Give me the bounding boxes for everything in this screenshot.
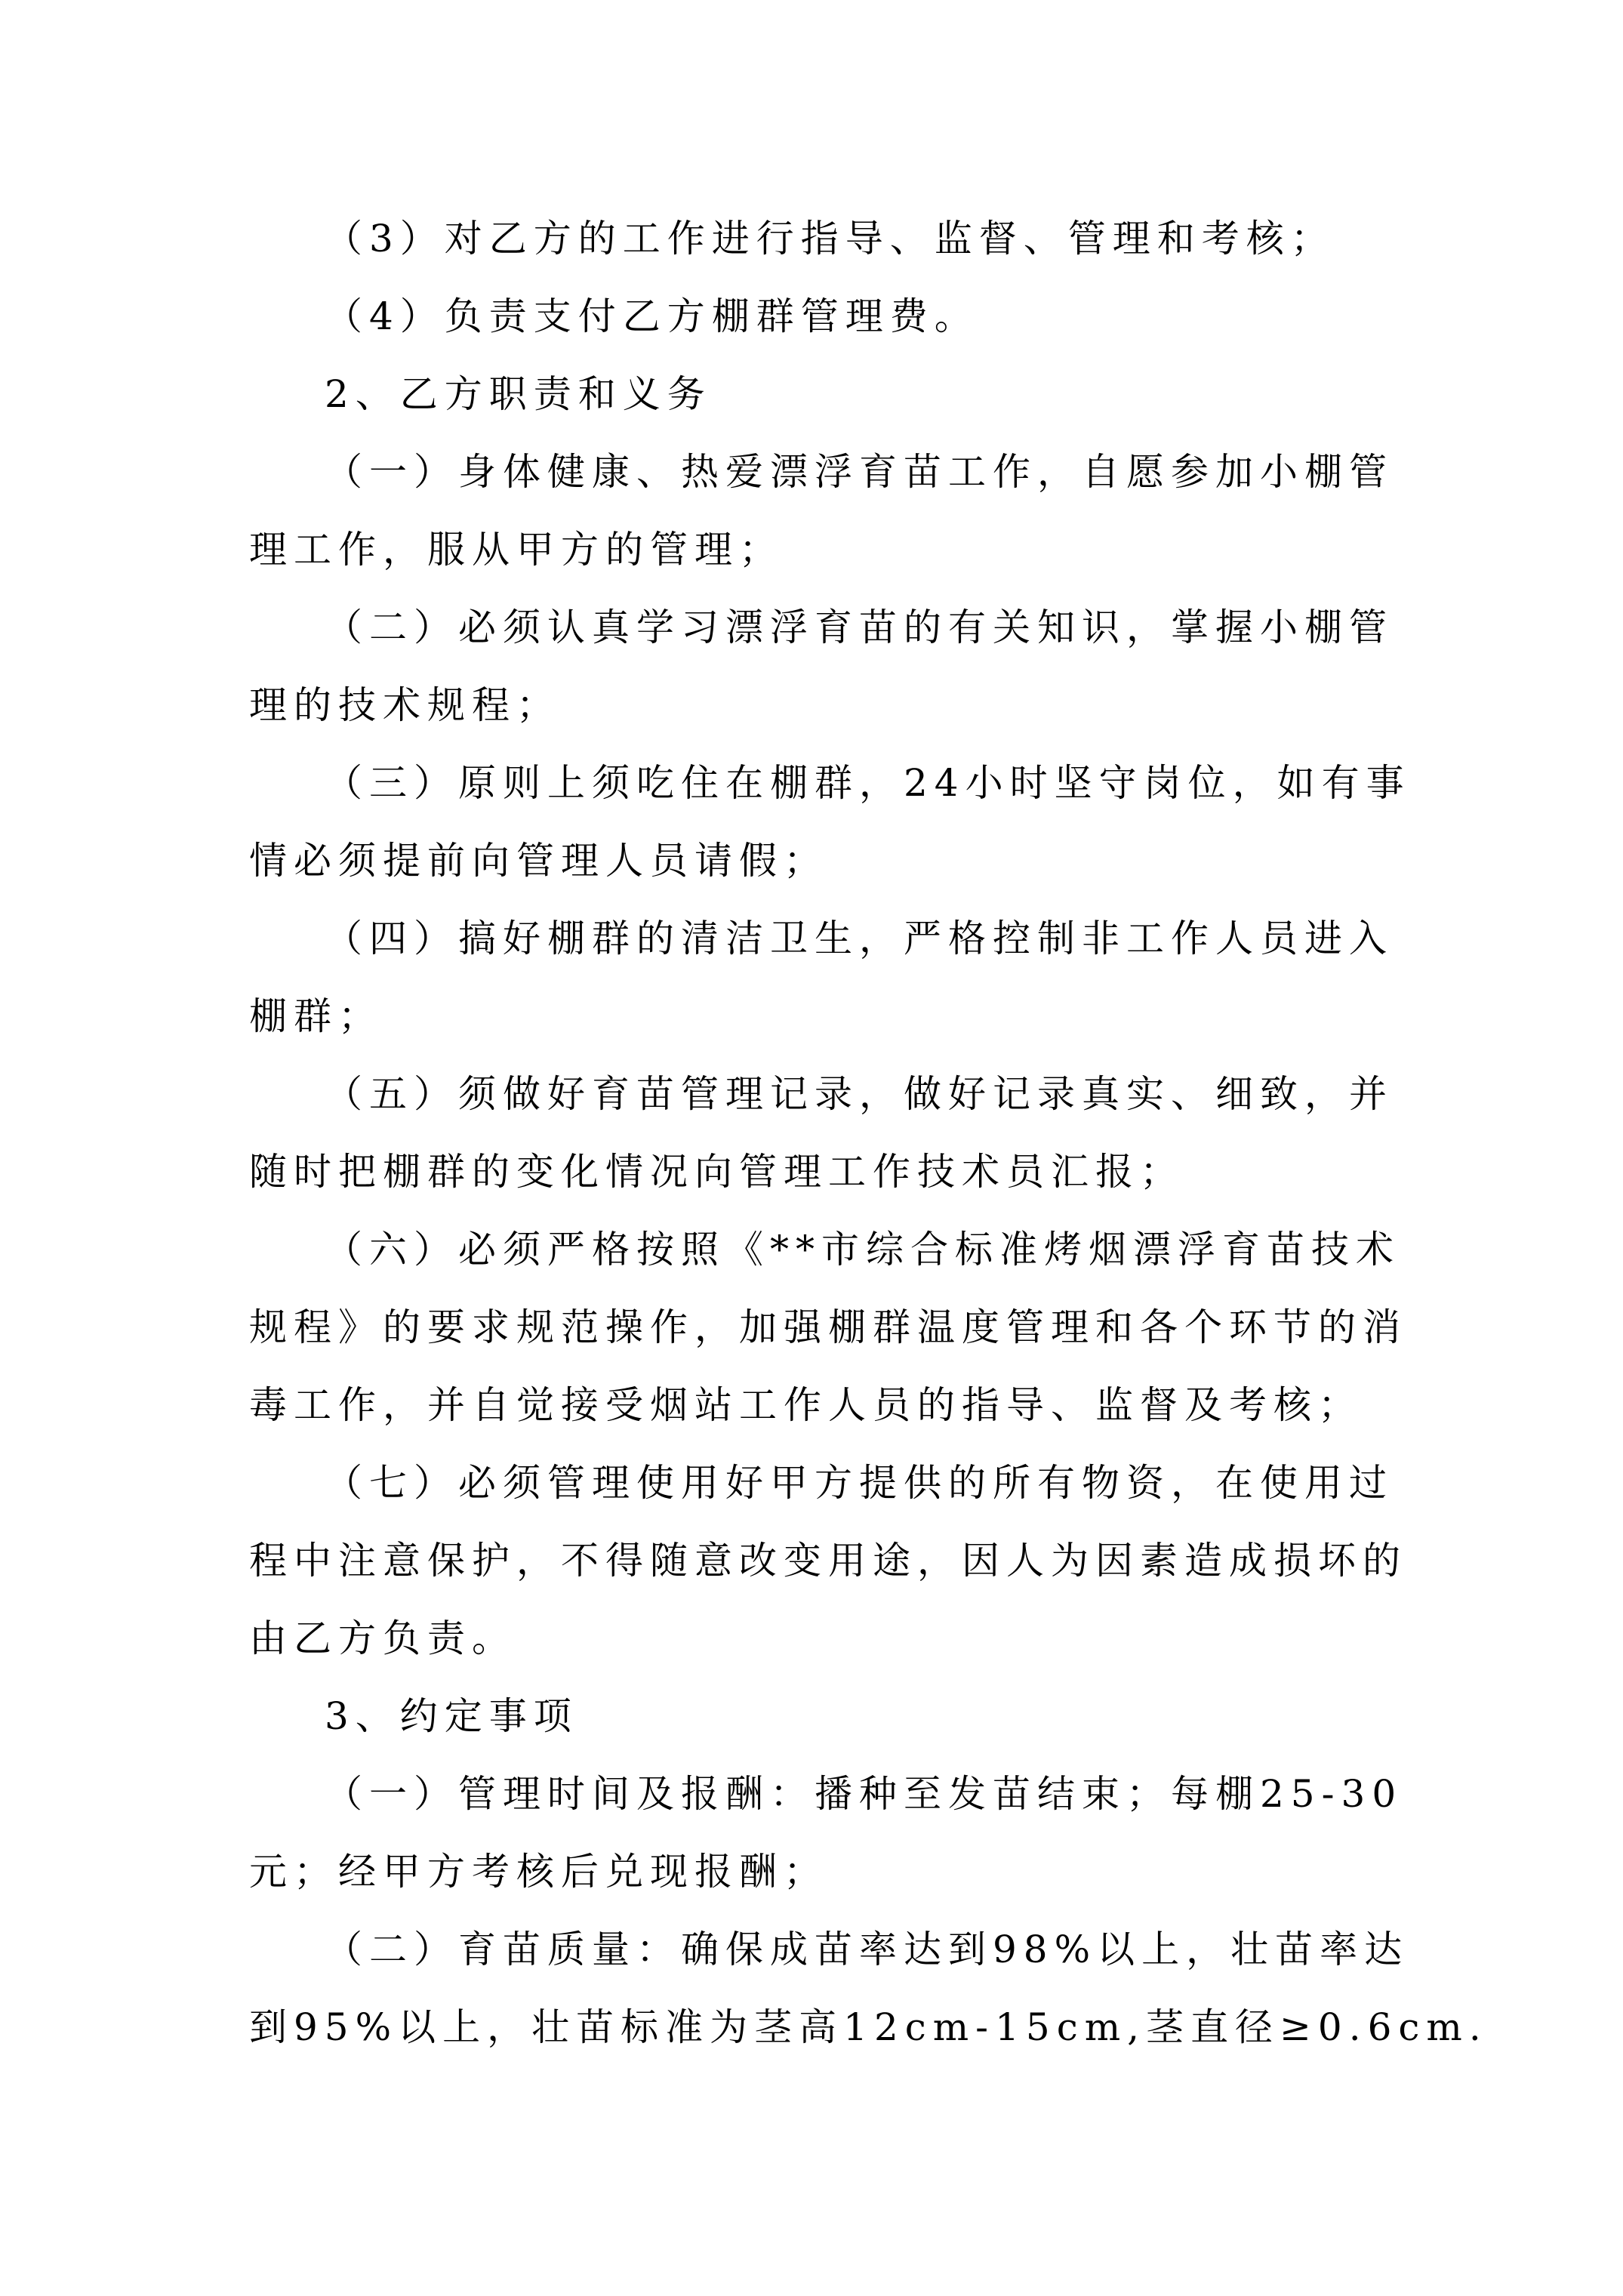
- clause-b5: [249, 1056, 1394, 1211]
- text-line: 3、约定事项: [325, 1694, 578, 1738]
- text-line: （3）对乙方的工作进行指导、监督、管理和考核；: [325, 217, 1335, 260]
- text-line: （一）管理时间及报酬：播种至发苗结束；每棚25-30: [325, 1772, 1403, 1816]
- clause-b6: [249, 1211, 1407, 1444]
- text-line: （六）必须严格按照《**市综合标准烤烟漂浮育苗技术: [325, 1228, 1400, 1271]
- clause-b2: [249, 589, 1394, 744]
- document-body: [249, 200, 1488, 2066]
- text-line: （一）身体健康、热爱漂浮育苗工作，自愿参加小棚管: [325, 450, 1394, 494]
- text-line: 规程》的要求规范操作，加强棚群温度管理和各个环节的消: [249, 1305, 1407, 1349]
- clause-b4: [249, 900, 1394, 1056]
- text-line: 2、乙方职责和义务: [325, 372, 712, 416]
- clause-b1: [249, 433, 1394, 589]
- section-heading-2: [249, 356, 1385, 433]
- text-line: （五）须做好育苗管理记录，做好记录真实、细致，并: [325, 1072, 1394, 1116]
- clause-b3: [249, 744, 1411, 900]
- text-line: 毒工作，并自觉接受烟站工作人员的指导、监督及考核；: [249, 1383, 1363, 1427]
- section-heading-3: [249, 1678, 1385, 1755]
- text-line: （七）必须管理使用好甲方提供的所有物资，在使用过: [325, 1461, 1394, 1505]
- text-line: 理的技术规程；: [249, 683, 561, 727]
- text-line: （三）原则上须吃住在棚群，24小时坚守岗位，如有事: [325, 761, 1411, 805]
- clause-b7: [249, 1444, 1407, 1678]
- clause-c2: [249, 1911, 1488, 2066]
- text-line: 元；经甲方考核后兑现报酬；: [249, 1850, 828, 1894]
- text-line: 理工作，服从甲方的管理；: [249, 528, 784, 572]
- clause-a3: [249, 200, 1385, 278]
- text-line: （二）必须认真学习漂浮育苗的有关知识，掌握小棚管: [325, 606, 1394, 649]
- clause-c1: [249, 1755, 1403, 1911]
- text-line: 程中注意保护，不得随意改变用途，因人为因素造成损坏的: [249, 1539, 1407, 1583]
- text-line: （二）育苗质量：确保成苗率达到98%以上，壮苗率达: [325, 1928, 1409, 1971]
- text-line: 随时把棚群的变化情况向管理工作技术员汇报；: [249, 1150, 1184, 1194]
- text-line: （四）搞好棚群的清洁卫生，严格控制非工作人员进入: [325, 917, 1394, 960]
- text-line: 情必须提前向管理人员请假；: [249, 839, 828, 883]
- text-line: 棚群；: [249, 994, 383, 1038]
- text-line: 到95%以上，壮苗标准为茎高12cm-15cm,茎直径≥0.6cm.: [249, 2005, 1488, 2049]
- text-line: （4）负责支付乙方棚群管理费。: [325, 294, 979, 338]
- text-line: 由乙方负责。: [249, 1616, 516, 1660]
- clause-a4: [249, 278, 1385, 356]
